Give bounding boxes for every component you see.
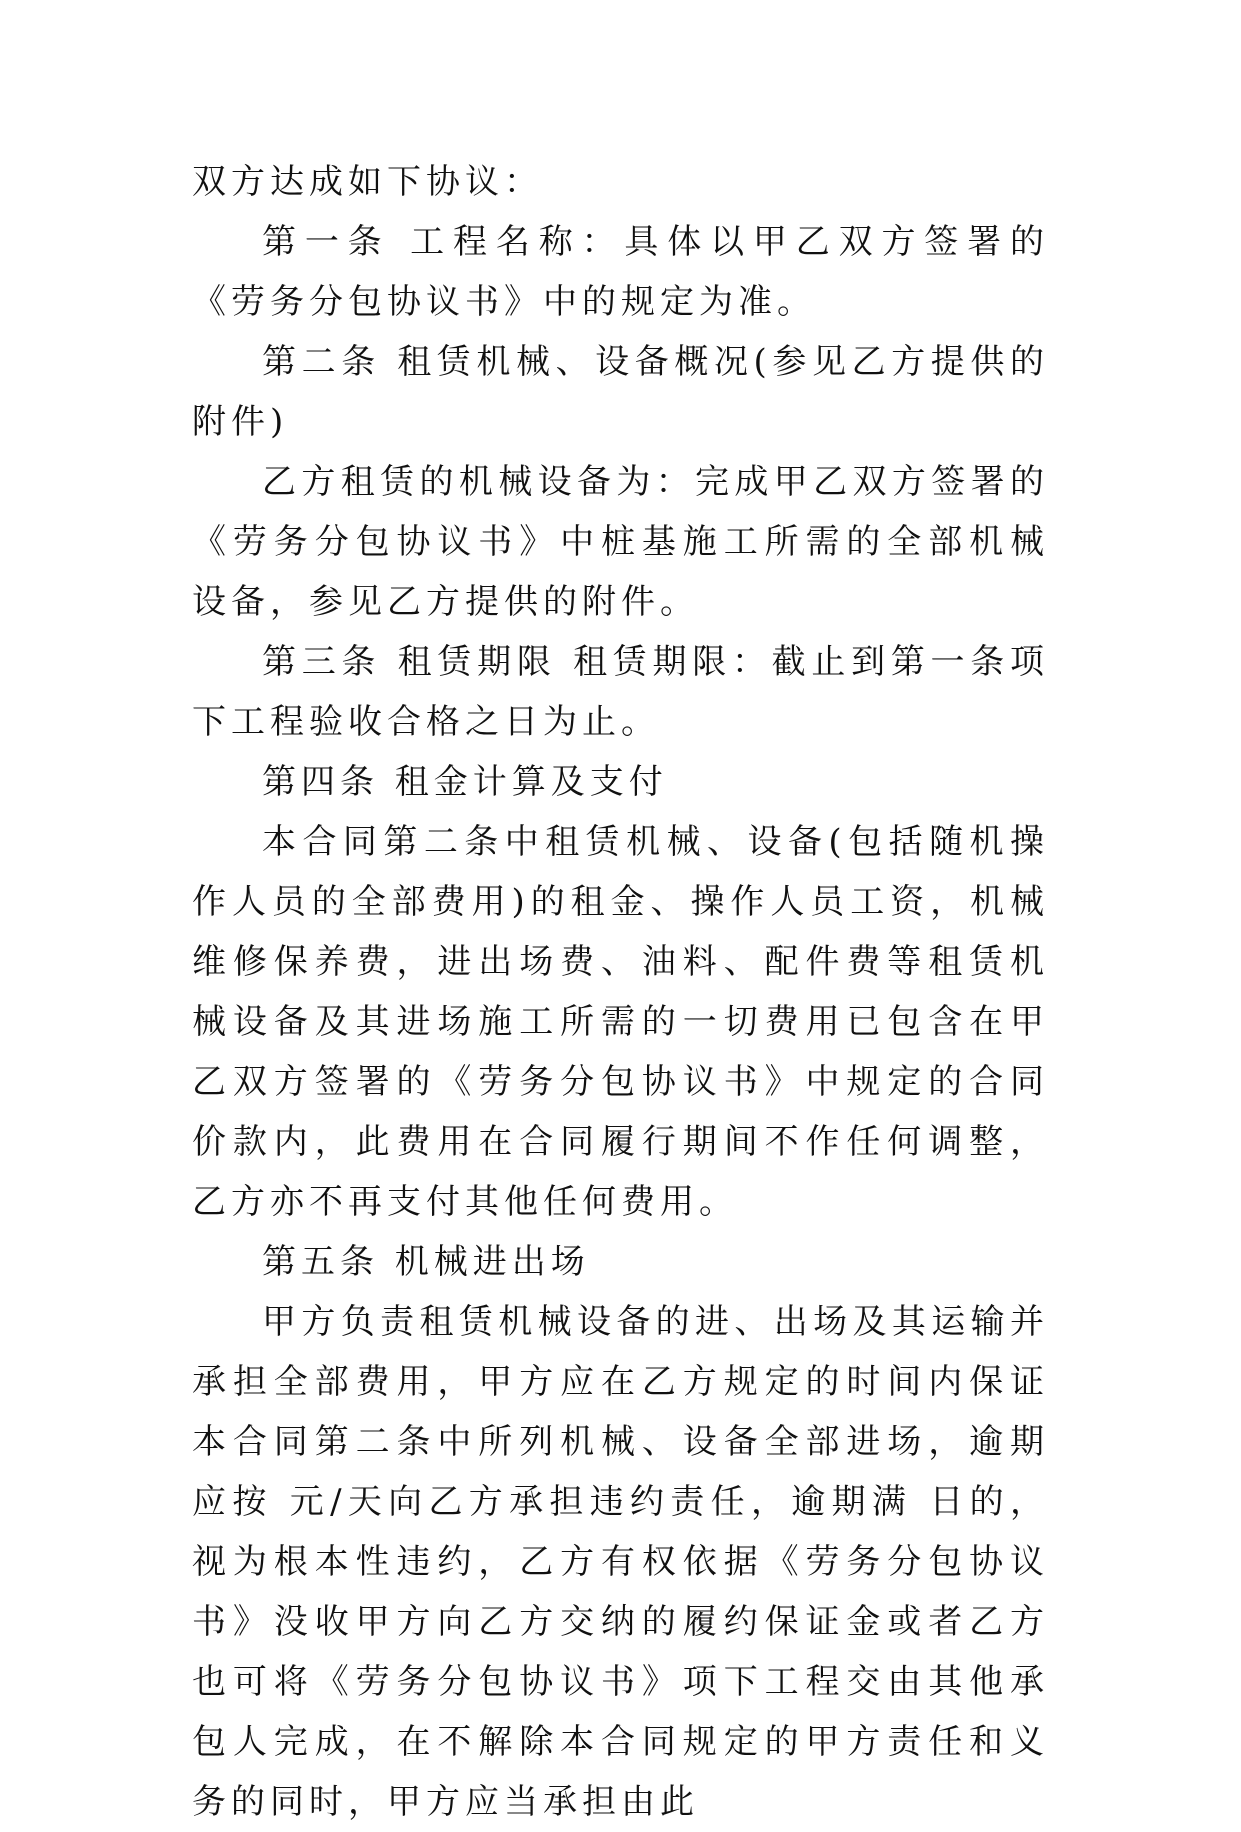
paragraph-article-4-heading: 第四条 租金计算及支付	[262, 762, 668, 802]
paragraph-article-4-body: 本合同第二条中租赁机械、设备(包括随机操作人员的全部费用)的租金、操作人员工资，机械维修保养费，进出场费、油料、配件费等租赁机械设备及其进场施工所需的一切费用已包含在甲乙双方签署的《劳务分包协议书》中规定的合同价款内，此费用在合同履行期间不作任何调整，乙方亦不再支付其他任何费用。	[192, 822, 1049, 1222]
document-body	[192, 152, 1049, 1832]
paragraph-article-5-heading: 第五条 机械进出场	[262, 1242, 590, 1282]
paragraph-article-5-body: 甲方负责租赁机械设备的进、出场及其运输并承担全部费用，甲方应在乙方规定的时间内保证本合同第二条中所列机械、设备全部进场，逾期应按 元/天向乙方承担违约责任，逾期满 日的，视为根本性违约，乙方有权依据《劳务分包协议书》没收甲方向乙方交纳的履约保证金或者乙方也可将《劳务分包协议书》项下工程交由其他承包人完成，在不解除本合同规定的甲方责任和义务的同时，甲方应当承担由此	[192, 1302, 1049, 1822]
paragraph-article-2-body: 乙方租赁的机械设备为：完成甲乙双方签署的《劳务分包协议书》中桩基施工所需的全部机械设备，参见乙方提供的附件。	[192, 462, 1049, 622]
paragraph-article-3: 第三条 租赁期限 租赁期限：截止到第一条项下工程验收合格之日为止。	[192, 642, 1049, 742]
paragraph-article-1: 第一条 工程名称：具体以甲乙双方签署的《劳务分包协议书》中的规定为准。	[192, 222, 1049, 322]
paragraph-agreement-intro: 双方达成如下协议：	[192, 162, 543, 202]
paragraph-article-2-heading: 第二条 租赁机械、设备概况(参见乙方提供的附件)	[192, 342, 1049, 442]
